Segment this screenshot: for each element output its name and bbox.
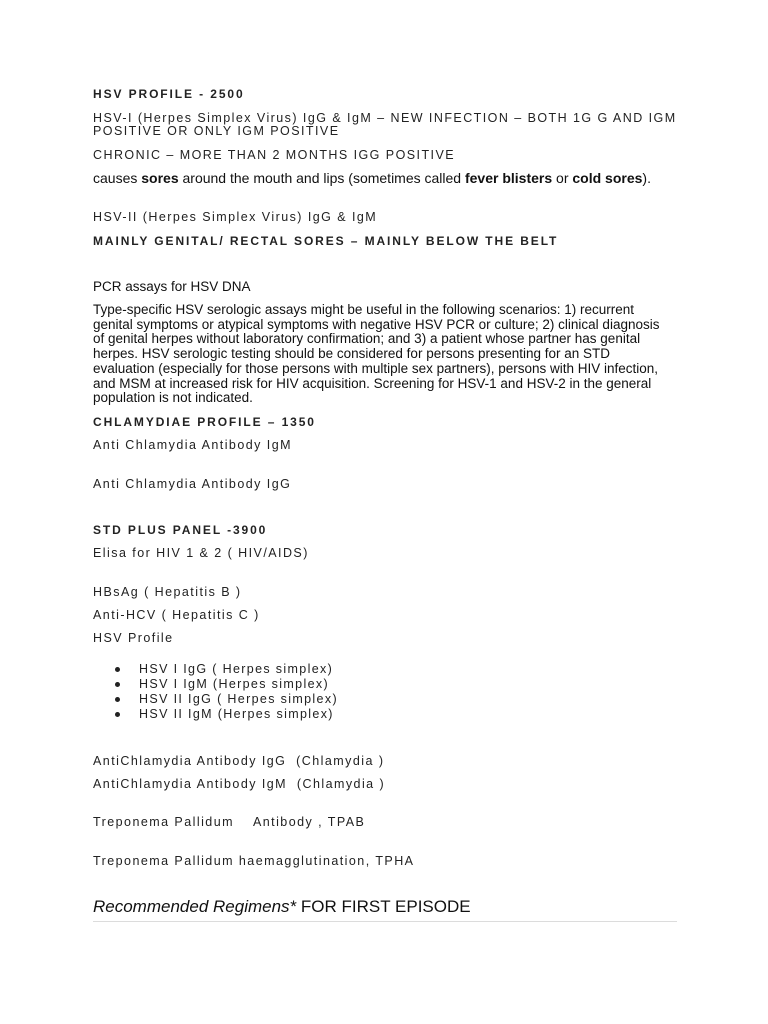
causes-bold-sores: sores [141, 170, 179, 186]
list-item [93, 707, 338, 722]
tpab-line: Treponema Pallidum Antibody , TPAB [93, 815, 366, 829]
tpha-line: Treponema Pallidum haemagglutination, TPHA [93, 854, 415, 868]
chlamydia-igg-line: Anti Chlamydia Antibody IgG [93, 477, 292, 491]
list-item [93, 677, 338, 692]
bullet-icon [115, 697, 120, 702]
hsv-profile-title: HSV PROFILE - 2500 [93, 87, 245, 101]
bullet-icon [115, 667, 120, 672]
regimens-italic-text: Recommended Regimens* [93, 897, 297, 916]
paragraph-line: Type-specific HSV serologic assays might be useful in the following scenarios: 1) recurrent [93, 302, 634, 317]
causes-text-4: ). [642, 170, 651, 186]
hsv1-line-1: HSV-I (Herpes Simplex Virus) IgG & IgM – NEW INFECTION – BOTH 1G G AND IGM [93, 111, 677, 125]
divider [93, 921, 677, 922]
causes-bold-fever-blisters: fever blisters [464, 170, 553, 186]
causes-text-3: or [552, 170, 573, 186]
hsv1-line-2: POSITIVE OR ONLY IGM POSITIVE [93, 124, 340, 138]
list-item-label: HSV II IgG ( Herpes simplex) [139, 692, 338, 706]
bullet-icon [115, 712, 120, 717]
chlamydiae-profile-title: CHLAMYDIAE PROFILE – 1350 [93, 415, 316, 429]
hsv-profile-subheading: HSV Profile [93, 631, 174, 645]
paragraph-line: herpes. HSV serologic testing should be considered for persons presenting for an STD [93, 346, 611, 362]
genital-sores-line: MAINLY GENITAL/ RECTAL SORES – MAINLY BELOW THE BELT [93, 234, 559, 248]
std-panel-title: STD PLUS PANEL -3900 [93, 523, 268, 537]
paragraph-line: and MSM at increased risk for HIV acquisition. Screening for HSV-1 and HSV-2 in the general [93, 375, 652, 391]
hsv-test-list [93, 662, 338, 722]
hsv2-line: HSV-II (Herpes Simplex Virus) IgG & IgM [93, 210, 378, 224]
regimens-text: FOR FIRST EPISODE [296, 897, 471, 916]
antichlamydia-igm-line: AntiChlamydia Antibody IgM (Chlamydia ) [93, 777, 386, 791]
pcr-line: PCR assays for HSV DNA [93, 279, 251, 294]
causes-line [93, 170, 651, 186]
serology-paragraph [93, 303, 659, 406]
antichlamydia-igg-line: AntiChlamydia Antibody IgG (Chlamydia ) [93, 754, 385, 768]
bullet-icon [115, 682, 120, 687]
list-item-label: HSV I IgG ( Herpes simplex) [139, 662, 334, 676]
paragraph-line: of genital herpes without laboratory confirmation; and 3) a patient whose partner has genital [93, 331, 641, 347]
causes-text-2: around the mouth and lips (sometimes called [178, 170, 465, 186]
chronic-line: CHRONIC – MORE THAN 2 MONTHS IGG POSITIVE [93, 148, 456, 162]
recommended-regimens-heading [93, 897, 471, 917]
list-item [93, 692, 338, 707]
list-item-label: HSV II IgM (Herpes simplex) [139, 707, 334, 721]
causes-bold-cold-sores: cold sores [572, 170, 643, 186]
causes-text-1: causes [93, 170, 142, 186]
elisa-line: Elisa for HIV 1 & 2 ( HIV/AIDS) [93, 546, 309, 560]
paragraph-line: genital symptoms or atypical symptoms with negative HSV PCR or culture; 2) clinical diagnosis [93, 316, 660, 332]
hcv-line: Anti-HCV ( Hepatitis C ) [93, 608, 260, 622]
chlamydia-igm-line: Anti Chlamydia Antibody IgM [93, 438, 292, 452]
paragraph-line: evaluation (especially for those persons with multiple sex partners), persons with HIV infection, [93, 360, 659, 376]
hbsag-line: HBsAg ( Hepatitis B ) [93, 585, 242, 599]
list-item [93, 662, 338, 677]
list-item-label: HSV I IgM (Herpes simplex) [139, 677, 329, 691]
paragraph-line: population is not indicated. [93, 390, 253, 406]
